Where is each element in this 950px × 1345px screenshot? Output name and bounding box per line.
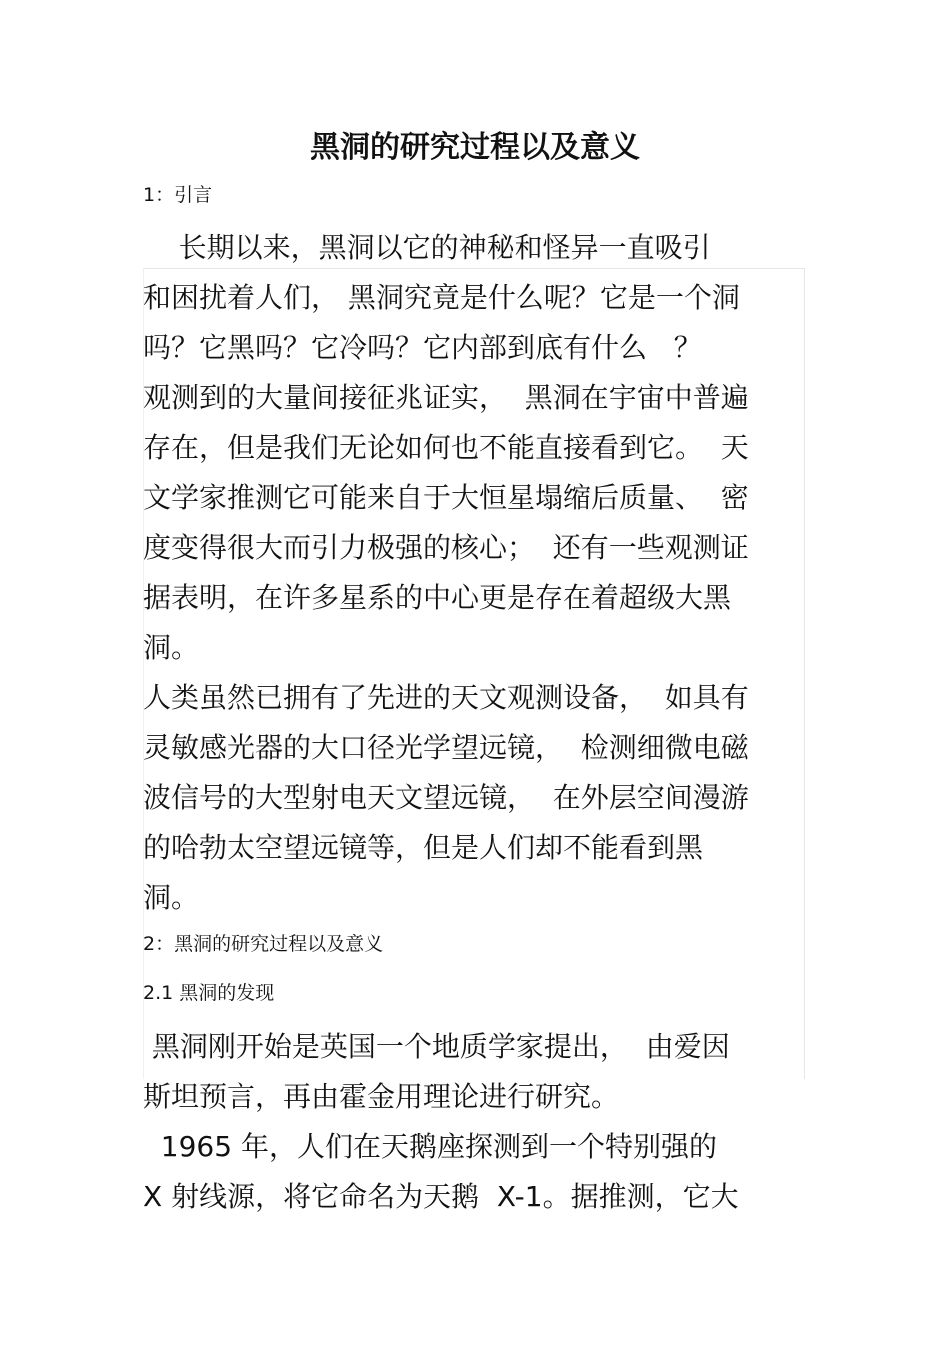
paragraph-line: 斯坦预言，再由霍金用理论进行研究。	[143, 1080, 620, 1113]
paragraph-line: 吗？它黑吗？它冷吗？它内部到底有什么 ？	[143, 331, 702, 364]
paragraph-line: 据表明，在许多星系的中心更是存在着超级大黑	[143, 581, 732, 614]
paragraph-line: 黑洞刚开始是英国一个地质学家提出， 由爱因	[143, 1030, 730, 1063]
heading-intro: 1：引言	[143, 184, 213, 206]
paragraph-line: 波信号的大型射电天文望远镜， 在外层空间漫游	[143, 781, 749, 814]
heading-section-2-1: 2.1 黑洞的发现	[143, 982, 275, 1004]
paragraph-line: 洞。	[143, 881, 200, 914]
paragraph-line: 人类虽然已拥有了先进的天文观测设备， 如具有	[143, 681, 749, 714]
paragraph-line: 长期以来，黑洞以它的神秘和怪异一直吸引	[143, 231, 711, 264]
paragraph-line: 的哈勃太空望远镜等，但是人们却不能看到黑	[143, 831, 704, 864]
paragraph-line: 文学家推测它可能来自于大恒星塌缩后质量、 密	[143, 481, 749, 514]
paragraph-line: 度变得很大而引力极强的核心； 还有一些观测证	[143, 531, 749, 564]
paragraph-line: 观测到的大量间接征兆证实， 黑洞在宇宙中普遍	[143, 381, 749, 414]
paragraph-line: 洞。	[143, 631, 200, 664]
paragraph-line: 1965 年，人们在天鹅座探测到一个特别强的	[143, 1130, 717, 1163]
paragraph-line: 和困扰着人们， 黑洞究竟是什么呢？它是一个洞	[143, 281, 740, 314]
paragraph-line: X 射线源，将它命名为天鹅 X-1。据推测，它大	[143, 1180, 739, 1213]
document-title: 黑洞的研究过程以及意义	[310, 130, 640, 165]
paragraph-line: 存在，但是我们无论如何也不能直接看到它。 天	[143, 431, 749, 464]
paragraph-line: 灵敏感光器的大口径光学望远镜， 检测细微电磁	[143, 731, 749, 764]
heading-section-2: 2：黑洞的研究过程以及意义	[143, 933, 384, 955]
